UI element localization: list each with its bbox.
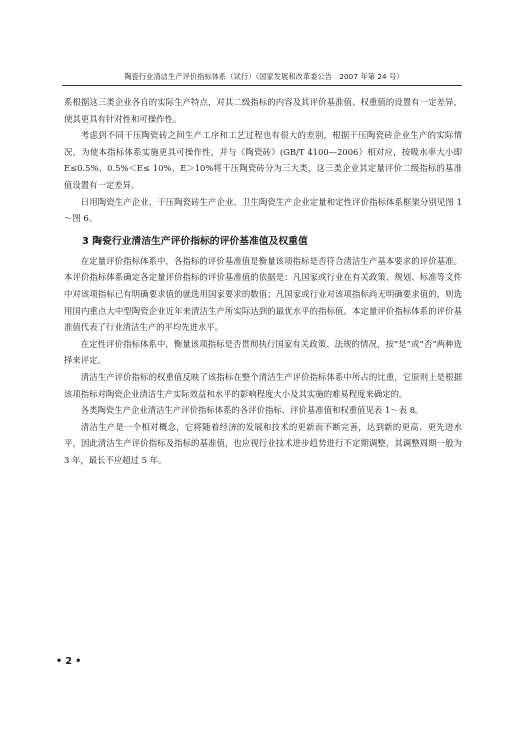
running-header: 陶瓷行业清洁生产评价指标体系（试行）（国家发展和改革委公告 2007 年第 24 号） <box>124 72 404 81</box>
paragraph-6: 清洁生产评价指标的权重值反映了该指标在整个清洁生产评价指标体系中所占的比重，它原则上是根据该项指标对陶瓷企业清洁生产实际效益和水平的影响程度大小及其实施的难易程度来确定的。 <box>64 371 462 399</box>
section-3-heading: 3 陶瓷行业清洁生产评价指标的评价基准值及权重值 <box>82 235 308 247</box>
paragraph-4: 在定量评价指标体系中，各指标的评价基准值是衡量该项指标是否符合清洁生产基本要求的评价基准。本评价指标体系确定各定量评价指标的评价基准值的依据是：凡国家或行业在有关政策、规划、标准等文件中对该项指标已有明确要求值的就选用国家要求的数值；凡国家或行业对该项指标尚无明确要求值的，则选用国内重点大中型陶瓷企业近年来清洁生产所实际达到的最优水平的指标值。本定量评价指标体系的评价基准值代表了行业清洁生产的平均先进水平。 <box>64 255 462 333</box>
paragraph-5: 在定性评价指标体系中，衡量该项指标是否贯彻执行国家有关政策、法规的情况，按“是”或“否”两种选择来评定。 <box>64 338 462 366</box>
paragraph-8: 清洁生产是一个相对概念，它将随着经济的发展和技术的更新而不断完善，达到新的更高、更先进水平，因此清洁生产评价指标及指标的基准值，也应视行业技术进步趋势进行不定期调整，其调整周期一般为 3 年，最长不应超过 5 年。 <box>64 421 462 465</box>
paragraph-7: 各类陶瓷生产企业清洁生产评价指标体系的各评价指标、评价基准值和权重值见表 1～表 8。 <box>80 405 424 416</box>
paragraph-3: 日用陶瓷生产企业、干压陶瓷砖生产企业、卫生陶瓷生产企业定量和定性评价指标体系框架分别见图 1～图 6。 <box>64 196 462 224</box>
header-rule <box>62 85 462 86</box>
page-number: • 2 • <box>56 656 82 667</box>
paragraph-2: 考虑到不同干压陶瓷砖之间生产工序和工艺过程也有很大的差别，根据干压陶瓷砖企业生产的实际情况，为使本指标体系实施更具可操作性，并与《陶瓷砖》(GB/T 4100—2006）相对应，按吸水率大小即 E≤0.5%、0.5%＜E≤ 10%、E＞10%将干压陶瓷砖分为三大类，这三类企业其定量评价二级指标的基准值设置有一定差异。 <box>64 130 462 190</box>
paragraph-1: 系根据这三类企业各自的实际生产特点，对其二级指标的内容及其评价基准值、权重值的设置有一定差异，使其更具有针对性和可操作性。 <box>64 97 462 124</box>
body-text <box>64 94 462 468</box>
